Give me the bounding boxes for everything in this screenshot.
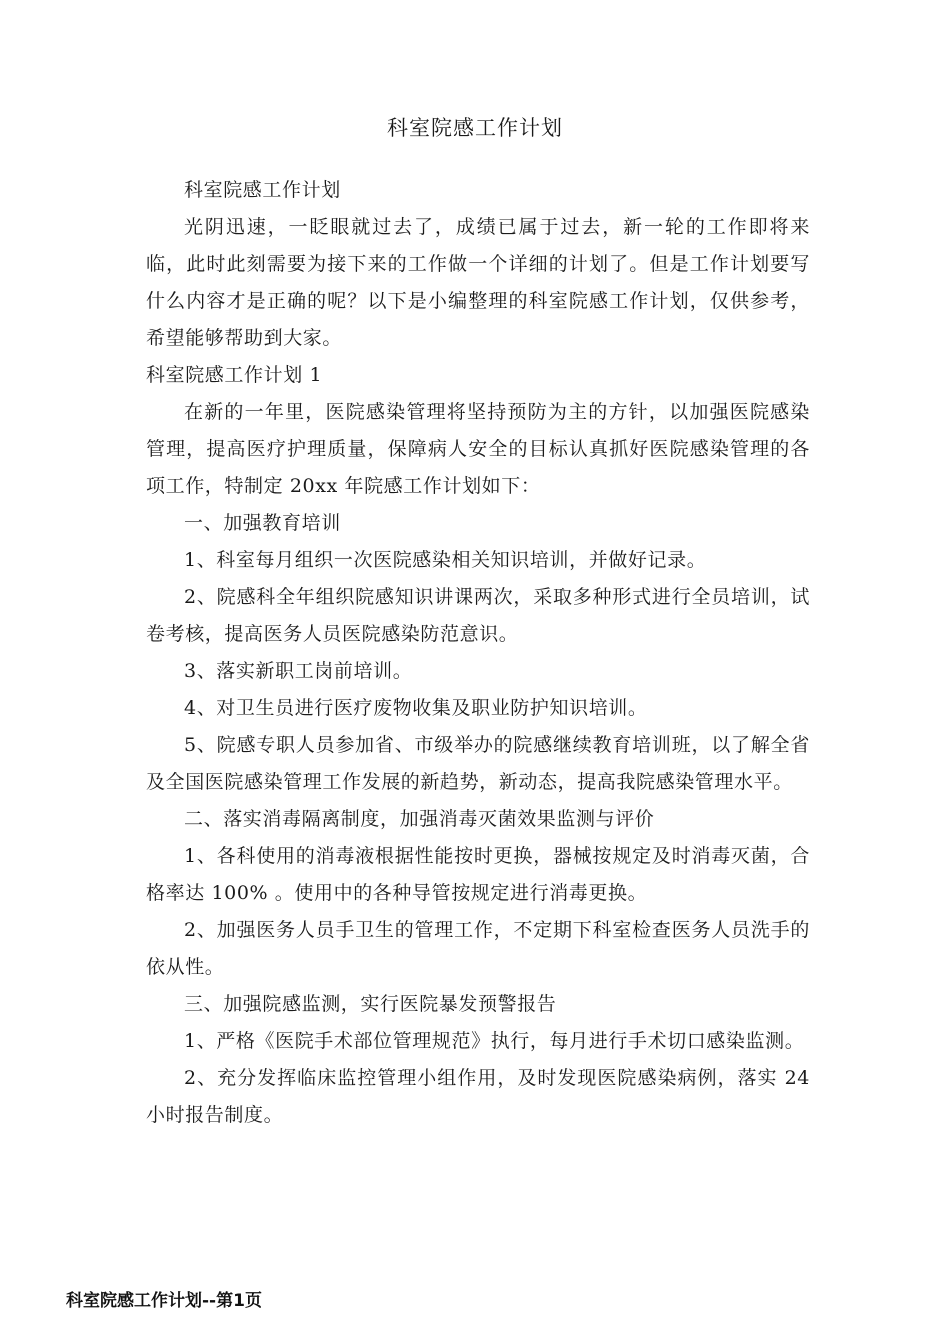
paragraph: 在新的一年里，医院感染管理将坚持预防为主的方针，以加强医院感染管理，提高医疗护理质量，保障病人安全的目标认真抓好医院感染管理的各项工作，特制定 20xx 年院感工作计划如下： [146, 401, 810, 497]
document-title: 科室院感工作计划 [387, 116, 563, 140]
section-heading: 科室院感工作计划 1 [146, 364, 323, 386]
list-item: 2、加强医务人员手卫生的管理工作，不定期下科室检查医务人员洗手的依从性。 [146, 919, 810, 978]
subsection-heading: 二、落实消毒隔离制度，加强消毒灭菌效果监测与评价 [184, 808, 655, 830]
list-item: 1、严格《医院手术部位管理规范》执行，每月进行手术切口感染监测。 [184, 1030, 805, 1052]
document-body [146, 172, 810, 1134]
subsection-heading: 三、加强院感监测，实行医院暴发预警报告 [184, 993, 557, 1015]
list-item: 3、落实新职工岗前培训。 [184, 660, 413, 682]
list-item: 4、对卫生员进行医疗废物收集及职业防护知识培训。 [184, 697, 648, 719]
list-item: 1、科室每月组织一次医院感染相关知识培训，并做好记录。 [184, 549, 707, 571]
list-item: 5、院感专职人员参加省、市级举办的院感继续教育培训班，以了解全省及全国医院感染管理工作发展的新趋势，新动态，提高我院感染管理水平。 [146, 734, 810, 793]
list-item: 1、各科使用的消毒液根据性能按时更换，器械按规定及时消毒灭菌，合格率达 100% 。使用中的各种导管按规定进行消毒更换。 [146, 845, 810, 904]
subsection-heading: 一、加强教育培训 [184, 512, 341, 534]
list-item: 2、充分发挥临床监控管理小组作用，及时发现医院感染病例，落实 24 小时报告制度。 [146, 1067, 810, 1126]
page-footer: 科室院感工作计划--第1页 [66, 1291, 262, 1311]
paragraph: 光阴迅速，一眨眼就过去了，成绩已属于过去，新一轮的工作即将来临，此时此刻需要为接下来的工作做一个详细的计划了。但是工作计划要写什么内容才是正确的呢？以下是小编整理的科室院感工作计划，仅供参考，希望能够帮助到大家。 [146, 216, 810, 349]
paragraph: 科室院感工作计划 [184, 179, 341, 201]
list-item: 2、院感科全年组织院感知识讲课两次，采取多种形式进行全员培训，试卷考核，提高医务人员医院感染防范意识。 [146, 586, 810, 645]
